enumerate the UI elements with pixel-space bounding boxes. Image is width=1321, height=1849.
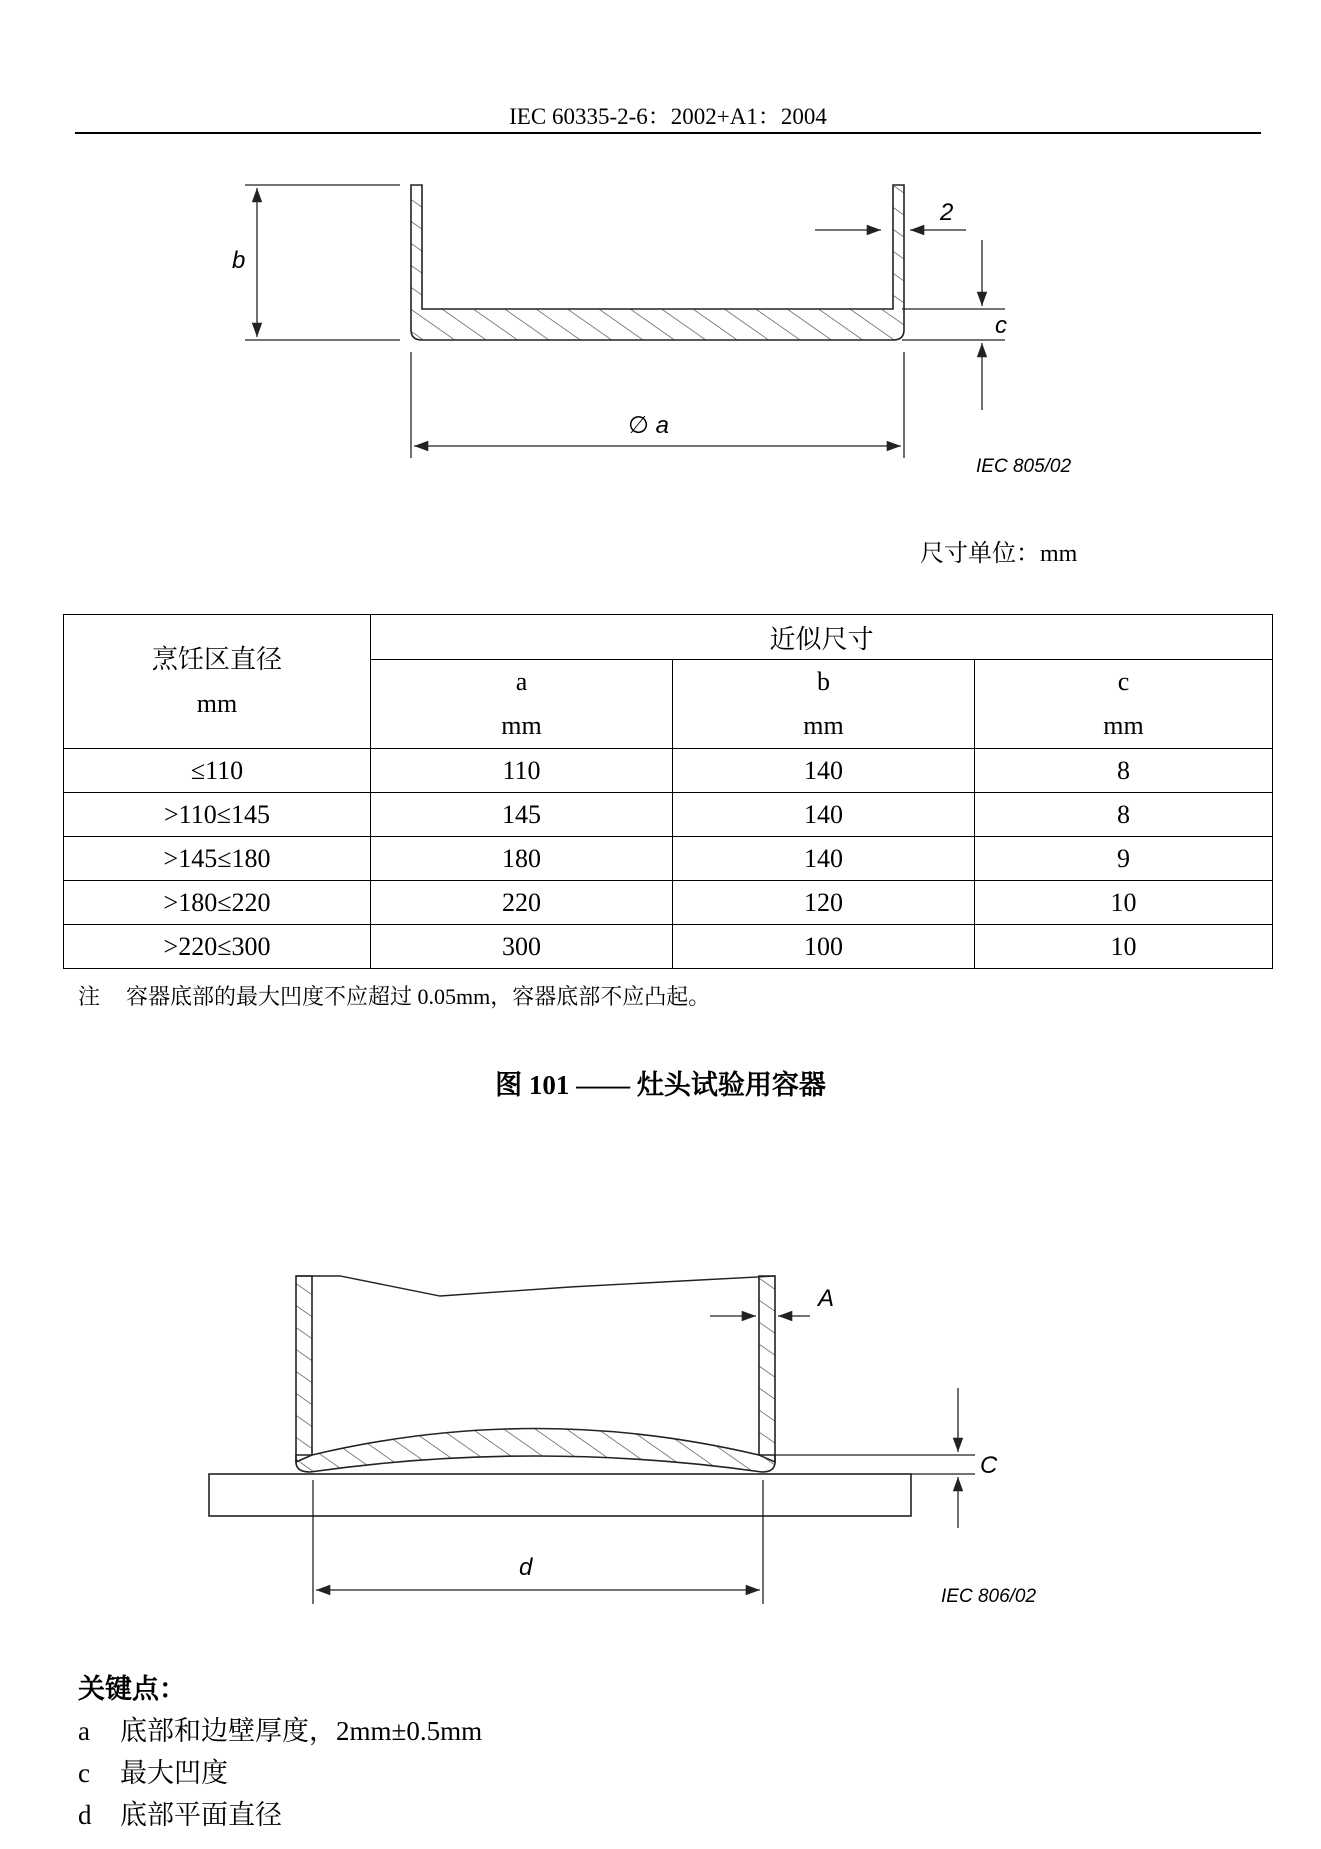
header-col-c-unit: mm [1103, 711, 1144, 740]
header-col-a-name: a [515, 667, 528, 696]
table-cell: 300 [371, 925, 673, 969]
header-col-c-name: c [1117, 667, 1130, 696]
legend-key: a [78, 1716, 90, 1746]
label-a: ∅ a [628, 412, 669, 439]
legend-item [78, 1794, 482, 1836]
table-cell: 140 [673, 837, 975, 881]
legend-item [78, 1752, 482, 1794]
legend [78, 1668, 482, 1836]
table-cell: >110≤145 [64, 793, 371, 837]
header-col-a [371, 660, 673, 749]
header-col-b [673, 660, 975, 749]
legend-key: c [78, 1758, 90, 1788]
vessel-concave-bottom [296, 1429, 775, 1473]
header-col-a-unit: mm [501, 711, 542, 740]
table-cell: 145 [371, 793, 673, 837]
dimensions-table [63, 614, 1273, 969]
legend-text: 底部和边壁厚度，2mm±0.5mm [120, 1716, 483, 1746]
label-b: b [232, 247, 246, 274]
table-cell: 140 [673, 749, 975, 793]
iec-ref-806: IEC 806/02 [941, 1586, 1037, 1607]
table-cell: 180 [371, 837, 673, 881]
table-cell: 140 [673, 793, 975, 837]
table-cell: 120 [673, 881, 975, 925]
table-row [64, 881, 1273, 925]
legend-text: 最大凹度 [120, 1758, 228, 1788]
table-cell: 100 [673, 925, 975, 969]
label-2: 2 [940, 199, 954, 226]
label-A: A [818, 1285, 835, 1312]
figure-101-drawing [0, 0, 1321, 500]
header-col-c [975, 660, 1273, 749]
table-cell: 10 [975, 881, 1273, 925]
label-C: C [980, 1452, 998, 1479]
header-approx-dims: 近似尺寸 [371, 615, 1273, 660]
table-cell: ≤110 [64, 749, 371, 793]
table-cell: >145≤180 [64, 837, 371, 881]
page-header: IEC 60335-2-6：2002+A1：2004 [509, 104, 827, 129]
table-row [64, 837, 1273, 881]
label-c: c [995, 312, 1007, 339]
table-cell: 220 [371, 881, 673, 925]
legend-key: d [78, 1800, 92, 1830]
legend-text: 底部平面直径 [120, 1800, 282, 1830]
table-note [78, 980, 710, 1011]
flat-plate [209, 1474, 911, 1516]
table-header-row [64, 615, 1273, 660]
iec-ref-805: IEC 805/02 [976, 456, 1072, 477]
vessel-section [411, 185, 904, 340]
header-col-b-unit: mm [803, 711, 844, 740]
table-cell: 10 [975, 925, 1273, 969]
note-text: 容器底部的最大凹度不应超过 0.05mm，容器底部不应凸起。 [126, 984, 711, 1009]
unit-note: 尺寸单位：mm [920, 541, 1078, 567]
table-cell: 8 [975, 749, 1273, 793]
note-label: 注 [78, 984, 101, 1009]
figure-caption: 图 101 —— 灶头试验用容器 [495, 1070, 826, 1100]
table-row [64, 793, 1273, 837]
vessel-right-wall [759, 1276, 775, 1462]
table-row [64, 749, 1273, 793]
header-cooking-zone-unit: mm [196, 688, 238, 718]
header-col-b-name: b [817, 667, 830, 696]
table-cell: 8 [975, 793, 1273, 837]
table-cell: 9 [975, 837, 1273, 881]
table-cell: >220≤300 [64, 925, 371, 969]
table-cell: 110 [371, 749, 673, 793]
table-row [64, 925, 1273, 969]
legend-title: 关键点： [78, 1674, 186, 1704]
legend-item [78, 1710, 482, 1752]
label-d: d [519, 1554, 533, 1581]
header-cooking-zone [64, 615, 371, 749]
vessel-left-wall [296, 1276, 312, 1462]
header-cooking-zone-label: 烹饪区直径 [151, 644, 282, 674]
table-cell: >180≤220 [64, 881, 371, 925]
